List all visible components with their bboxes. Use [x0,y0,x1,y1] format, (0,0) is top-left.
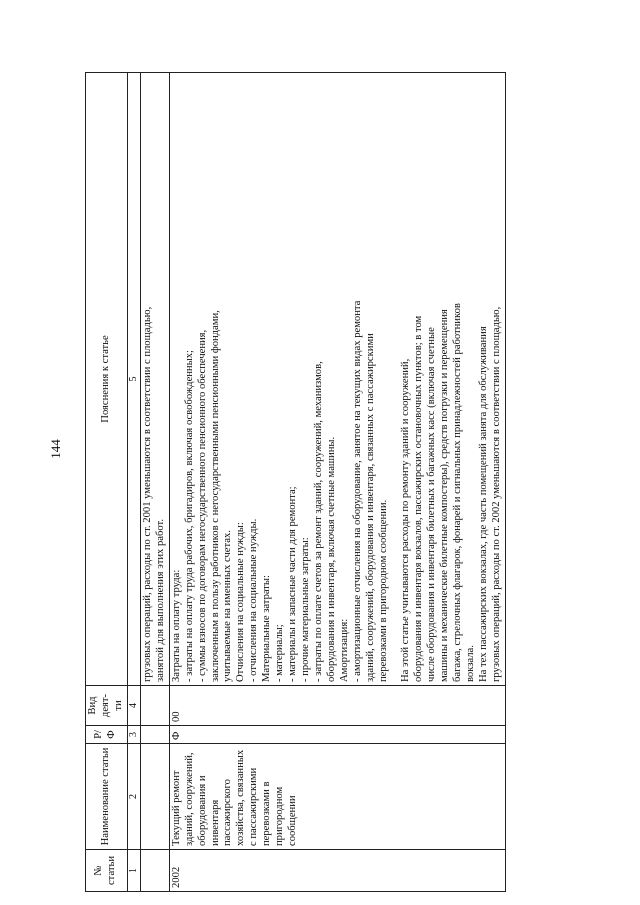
col-index-2: 2 [127,744,140,850]
cell-num-empty [140,850,169,892]
expl-line: оборудования и инвентаря, включая счетные машины. [325,436,337,682]
expl-line: заключенным в пользу работников с негосударственными пенсионными фондами, [209,310,221,682]
col-index-4: 4 [127,686,140,726]
articles-table [85,72,506,892]
expl-line: Амортизация: [338,618,350,682]
rotated-page [85,72,640,888]
expl-line: грузовых операций, расходы по ст. 2001 уменьшаются в соответствии с площадью, [141,306,153,682]
expl-line: На тех пассажирских вокзалах, где часть помещений занята для обслуживания [478,326,489,682]
expl-line: На этой статье учитываются расходы по ремонту зданий и сооружений, [400,358,412,682]
expl-line: Затраты на оплату труда: [170,569,182,682]
expl-line: - затраты на оплату труда рабочих, бригадиров, включая освобожденных; [183,350,195,682]
table-row-2002 [169,73,505,892]
col-index-5: 5 [127,73,140,686]
cell-vid: 00 [169,686,505,726]
paragraph-gap [390,76,400,682]
cell-name-empty [140,744,169,850]
header-vid: Вид деят-ти [86,686,128,726]
expl-line: учитываемые на именных счетах. [222,530,234,682]
expl-line: Отчисления на социальные нужды: [235,522,247,682]
expl-line: занятой для выполнения этих работ. [154,518,166,682]
header-rf: Р/ Ф [86,726,128,744]
header-expl: Пояснения к статье [86,73,128,686]
expl-line: - отчисления на социальные нужды. [248,518,260,682]
column-index-row [127,73,140,892]
expl-line: - прочие материальные затраты: [300,537,312,682]
expl-line: зданий, сооружений, оборудования и инвентаря, связанных с пассажирскими [364,333,376,682]
expl-line: багажа, стрелочных флагарок, фонарей и сигнальных принадлежностей работников [452,303,464,682]
col-index-3: 3 [127,726,140,744]
cell-expl-continuation [140,73,169,686]
cell-vid-empty [140,686,169,726]
expl-line: - затраты по оплате счетов за ремонт зданий, сооружений, механизмов, [312,361,324,682]
expl-line: - материалы и запасные части для ремонта; [287,486,299,682]
expl-line: Материальные затраты: [261,575,273,682]
cell-name: Текущий ремонт зданий, сооружений, оборудования и инвентаря пассажирского хозяйства, связанных с пассажирскими перевозками в пригородном сообщении [169,744,505,850]
expl-line: числе оборудования и инвентаря билетных и багажных касс (включая счетные [426,327,438,682]
header-name: Наименование статьи [86,744,128,850]
table-row-continuation [140,73,169,892]
cell-rf: Ф [169,726,505,744]
cell-rf-empty [140,726,169,744]
expl-line: перевозками в пригородном сообщении. [377,499,389,682]
expl-line: - материалы; [274,624,286,682]
expl-line: машины и механические билетные компостеры), средств погрузки и перемещения [439,309,451,682]
expl-line: вокзала. [465,645,477,682]
expl-line: - суммы взносов по договорам негосударственного пенсионного обеспечения, [196,329,208,682]
rotated-table-wrapper [85,72,579,892]
col-index-1: 1 [127,850,140,892]
header-num: № статьи [86,850,128,892]
page-number: 144 [48,439,63,459]
expl-line: оборудования и инвентаря вокзалов, пассажирских остановочных пунктов; в том [413,315,425,682]
expl-line: грузовых операций, расходы по ст. 2002 уменьшаются в соответствии с площадью, [490,306,502,682]
table-header-row [86,73,128,892]
cell-expl [169,73,505,686]
expl-line: - амортизационные отчисления на оборудование, занятое на текущих видах ремонта [351,300,363,682]
cell-num: 2002 [169,850,505,892]
